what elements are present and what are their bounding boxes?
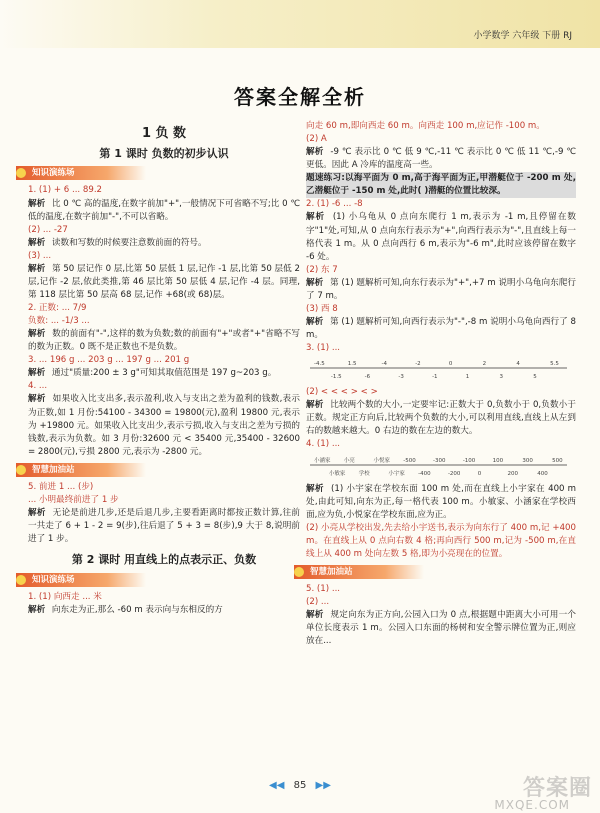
numberline-label: -4.5 xyxy=(314,361,325,368)
practice-banner: 知识演练场 xyxy=(16,166,146,180)
header-subject: 小学数学 六年级 下册 RJ xyxy=(473,31,572,41)
right-answers xyxy=(306,120,576,561)
right-boost-line: 解析 规定向东为正方向,公园入口为 0 点,根据题中距离大小可用一个单位长度表示 1 m。公园入口东面的杨树和安全警示牌位置为正,则应放在... xyxy=(306,610,576,647)
numberline-label: 0 xyxy=(477,470,482,476)
right-lines-line: 解析 比较两个数的大小,一定要牢记:正数大于 0,负数小于 0,负数小于正数。规定正方向后,比较两个负数的大小,可以利用直线,直线上从左到右的数越来越大。0 右边的数在左边的数大。 xyxy=(306,400,576,437)
right-lines-line: 解析 (1) 小乌龟从 0 点向东爬行 1 m,表示为 -1 m,且停留在数字"1"处,可知,从 0 点向东行表示为"+",向西行表示为"-",且直线上每一格代表 1 m。从 0 点向西行 6 m,表示为"-6 m",此时应该停留在数字 -6 处。 xyxy=(306,212,576,262)
lesson-2-title: 第 2 课时 用直线上的点表示正、负数 xyxy=(71,553,257,567)
right-lines-line: (3) 西 8 xyxy=(306,303,338,314)
numberline-label: -1.5 xyxy=(330,374,342,380)
page-number: 85 xyxy=(293,780,307,791)
numberline-label: 3 xyxy=(499,374,504,380)
numberline-label: -300 xyxy=(433,457,446,464)
left-column xyxy=(28,120,300,617)
numberline-label: 小敏家 xyxy=(328,470,346,476)
right-lines-line: 解析 -9 ℃ 表示比 0 ℃ 低 9 ℃,-11 ℃ 表示比 0 ℃ 低 11 ℃,-9 ℃ 更低。因此 A 冷库的温度高一些。 xyxy=(306,147,576,171)
left-lines-line: 解析 读数和写数的时候要注意数前面的符号。 xyxy=(28,237,207,248)
numberline-label: -400 xyxy=(418,470,431,476)
page-footer xyxy=(0,778,600,793)
right-lines-line: (2) < < < > < > xyxy=(306,387,378,398)
numberline-label: 1 xyxy=(465,374,470,380)
watermark-logo: 答案圈 xyxy=(522,776,592,801)
numberline-label: 小悦家 xyxy=(373,457,391,464)
left-lines-line: 解析 如果收入比支出多,表示盈利,收入与支出之差为盈利的钱数,表示为正数,如 1 月份:54100 - 34300 = 19800(元),盈利 19800 元,表示为 +19800 元。如果收入比支出少,表示亏损,收入与支出之差为亏损的钱数,表示为负数。如 3 月份:32600 元 < 35400 元,35400 - 32600 = 2800(元),亏损 2800 元,表示为 -2800 元。 xyxy=(28,394,300,457)
left-boost-answers xyxy=(28,481,300,546)
numberline-label: 200 xyxy=(507,470,518,476)
numberline-label: 小涵家 xyxy=(314,457,331,464)
left-lines-line: 2. 正数: ... 7/9 xyxy=(28,303,87,314)
prev-arrow-icon: ◀◀ xyxy=(269,780,285,791)
left-lines-line: 3. ... 196 g ... 203 g ... 197 g ... 201 g xyxy=(28,355,190,366)
left-lines-line: 负数: ... -1/3 ... xyxy=(28,316,90,327)
numberline-label: -200 xyxy=(447,470,461,476)
right-lines-line: 3. (1) ... xyxy=(306,343,341,354)
boost-banner: 智慧加油站 xyxy=(16,463,146,477)
right-lines-line: 解析 第 (1) 题解析可知,向东行表示为"+",+7 m 说明小乌龟向东爬行了 7 m。 xyxy=(306,277,576,301)
right-lines-line: 解析 (1) 小宇家在学校东面 100 m 处,而在直线上小宇家在 400 m 处,由此可知,向东为正,每一格代表 100 m。小敏家、小涵家在学校西面,应为负,小悦家在学校东面,应为正。 xyxy=(306,483,576,520)
left-lesson2-line: 解析 向东走为正,那么 -60 m 表示向与东相反的方 xyxy=(28,604,223,615)
watermark-url: MXQE.COM xyxy=(494,798,570,812)
numberline-label: 1.5 xyxy=(347,361,357,368)
left-lines-line: 解析 比 0 ℃ 高的温度,在数字前加"+",一般情况下可省略不写;比 0 ℃ 低的温度,在数字前加"-",不可以省略。 xyxy=(28,198,300,222)
page-title: 答案全解全析 xyxy=(234,85,366,109)
numberline-label: 小亮 xyxy=(343,457,355,464)
left-boost-line: 5. 前进 1 ... (步) xyxy=(28,481,94,492)
numberline-label: -3 xyxy=(398,374,404,380)
left-lines-line: 解析 数的前面有"-",这样的数为负数;数的前面有"+"或者"+"省略不写的数为正数。0 既不是正数也不是负数。 xyxy=(28,329,300,353)
numberline-label: 5.5 xyxy=(550,361,559,368)
practice-banner-2: 知识演练场 xyxy=(16,573,146,587)
numberline-2 xyxy=(306,454,571,476)
left-boost-line: 解析 无论是前进几步,还是后退几步,主要看距离时都按正数计算,往前一共走了 6 + 1 - 2 = 9(步),往后退了 5 + 3 = 8(步),9 大于 8,说明前进了 1 步。 xyxy=(28,507,300,545)
lesson-1-title: 第 1 课时 负数的初步认识 xyxy=(99,146,229,160)
left-lesson2-answers xyxy=(28,591,300,617)
numberline-label: 0 xyxy=(448,361,453,368)
numberline-label: 小宇家 xyxy=(388,470,405,476)
right-lines-line: (2) 东 7 xyxy=(306,264,338,275)
left-lesson2-line: 1. (1) 向西走 ... 米 xyxy=(28,591,102,602)
left-lines-line: (2) ... -27 xyxy=(28,224,68,235)
numberline-label: -100 xyxy=(462,457,476,464)
numberline-label: 2 xyxy=(482,361,487,368)
right-lines-line: 解析 第 (1) 题解析可知,向西行表示为"-",-8 m 说明小乌龟向西行了 8 m。 xyxy=(306,316,576,340)
chapter-title: 1 负 数 xyxy=(141,126,187,141)
numberline-label: 100 xyxy=(492,457,504,464)
right-lines-line: (2) A xyxy=(306,134,327,145)
right-boost-line: 5. (1) ... xyxy=(306,583,341,594)
numberline-label: -6 xyxy=(364,374,371,380)
numberline-label: 500 xyxy=(552,457,563,464)
left-lines-line: (3) ... xyxy=(28,250,52,261)
left-lines-line: 4. ... xyxy=(28,381,48,392)
right-boost-line: (2) ... xyxy=(306,597,330,607)
next-arrow-icon: ▶▶ xyxy=(315,780,331,791)
numberline-label: -4 xyxy=(381,361,387,368)
left-lines-line: 解析 通过"质量:200 ± 3 g"可知其取值范围是 197 g~203 g。 xyxy=(28,368,277,379)
numberline-1 xyxy=(306,357,571,379)
numberline-label: -2 xyxy=(415,361,421,368)
right-column xyxy=(306,120,576,648)
numberline-label: -500 xyxy=(403,457,416,464)
right-boost-answers xyxy=(306,583,576,648)
numberline-label: -1 xyxy=(432,374,438,380)
numberline-label: 4 xyxy=(516,361,520,368)
right-lines-line: 向走 60 m,即向西走 60 m。向西走 100 m,应记作 -100 m。 xyxy=(306,121,545,131)
right-lines-line: 4. (1) ... xyxy=(306,439,341,450)
left-lines-line: 解析 第 50 层记作 0 层,比第 50 层低 1 层,记作 -1 层,比第 50 层低 2 层,记作 -2 层,依此类推,第 46 层比第 50 层低 4 层,记作 -4 层。同理,第 118 层比第 50 层高 68 层,记作 +68(或 68)层。 xyxy=(28,263,300,300)
right-lines-line: 2. (1) -6 ... -8 xyxy=(306,199,363,210)
boost-banner-right: 智慧加油站 xyxy=(294,565,424,579)
header-band xyxy=(0,0,600,48)
numberline-label: 400 xyxy=(537,470,548,476)
numberline-label: 300 xyxy=(522,457,533,464)
left-answers xyxy=(28,184,300,458)
left-lines-line: 1. (1) + 6 ... 89.2 xyxy=(28,185,103,196)
numberline-label: 学校 xyxy=(358,470,370,476)
right-lines-line: (2) 小亮从学校出发,先去给小宇送书,表示为向东行了 400 m,记 +400 m。在直线上从 0 点向右数 4 格;再向西行 500 m,记为 -500 m,在直线上从 400 m 处向左数 5 格,即为小亮现在的位置。 xyxy=(306,522,576,559)
right-lines-line: 题速练习:以海平面为 0 m,高于海平面为正,甲潜艇位于 -200 m 处,乙潜艇位于 -150 m 处,此时( )潜艇的位置比较深。 xyxy=(306,172,576,198)
left-boost-line: ... 小明最终前进了 1 步 xyxy=(28,494,119,505)
numberline-label: 5 xyxy=(533,374,537,380)
